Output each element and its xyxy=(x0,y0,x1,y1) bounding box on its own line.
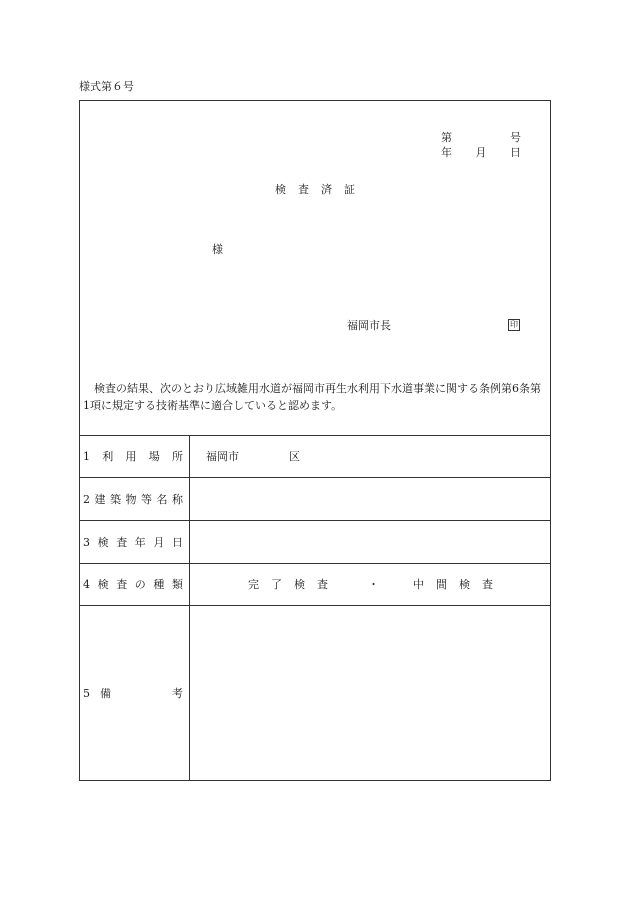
seal-char: 印 xyxy=(510,320,518,329)
inspection-type-completion xyxy=(248,579,328,590)
type-char: 了 xyxy=(271,578,282,591)
row-label-inspection-type xyxy=(83,579,183,590)
row-number: 5 xyxy=(83,687,90,700)
type-char: 検 xyxy=(459,578,470,591)
table-column-divider xyxy=(189,435,190,781)
number-prefix: 第 xyxy=(441,131,452,144)
label-char: 検 xyxy=(97,536,109,549)
label-char: 利 xyxy=(102,450,114,463)
location-city: 福岡市 xyxy=(206,450,239,463)
title-char: 検 xyxy=(275,183,286,196)
label-char: 種 xyxy=(153,578,165,591)
label-char: 考 xyxy=(172,687,183,700)
type-char: 査 xyxy=(482,578,493,591)
row-number: 2 xyxy=(83,493,90,506)
date-year: 年 xyxy=(441,146,452,159)
row-number: 1 xyxy=(83,450,90,463)
recipient-honorific: 様 xyxy=(212,243,223,256)
label-char: 物 xyxy=(125,493,137,506)
inspection-type-interim xyxy=(413,579,493,590)
label-char: 年 xyxy=(134,536,146,549)
type-char: 間 xyxy=(436,578,447,591)
row-label-remarks xyxy=(83,688,183,699)
row-number: 3 xyxy=(83,536,90,549)
label-char: 場 xyxy=(148,450,160,463)
title-char: 証 xyxy=(344,183,355,196)
table-rule xyxy=(79,520,551,521)
label-char: 名 xyxy=(156,493,168,506)
row-label-building-name xyxy=(83,494,183,505)
date-month: 月 xyxy=(475,146,487,159)
certification-statement: 検査の結果、次のとおり広域雑用水道が福岡市再生水利用下水道事業に関する条例第6条第1項に規定する技術基準に適合していると認めます。 xyxy=(83,382,541,412)
certificate-number xyxy=(441,132,521,143)
label-char: の xyxy=(134,578,146,591)
type-char: 査 xyxy=(317,578,328,591)
inspection-type-separator: ・ xyxy=(368,578,379,591)
title-char: 査 xyxy=(298,183,309,196)
table-rule xyxy=(79,435,551,436)
type-char: 完 xyxy=(248,578,259,591)
issue-date xyxy=(441,147,521,158)
label-char: 査 xyxy=(116,578,128,591)
label-char: 建 xyxy=(94,493,106,506)
label-char: 月 xyxy=(153,536,165,549)
label-char: 用 xyxy=(125,450,137,463)
type-char: 検 xyxy=(294,578,305,591)
label-char: 査 xyxy=(116,536,128,549)
document-title xyxy=(275,184,355,195)
table-rule xyxy=(79,563,551,564)
label-char: 等 xyxy=(141,493,152,506)
label-char: 日 xyxy=(171,536,183,549)
certificate-frame xyxy=(79,100,551,781)
table-rule xyxy=(79,605,551,606)
table-rule xyxy=(79,477,551,478)
number-suffix: 号 xyxy=(510,131,521,144)
row-number: 4 xyxy=(83,578,90,591)
type-char: 中 xyxy=(413,578,424,591)
seal-mark xyxy=(508,319,520,331)
row-label-inspection-date xyxy=(83,537,183,548)
title-char: 済 xyxy=(321,183,332,196)
form-number-label: 様式第６号 xyxy=(79,80,134,93)
label-char: 備 xyxy=(100,687,111,700)
label-char: 築 xyxy=(110,493,121,506)
label-char: 類 xyxy=(171,578,183,591)
date-day: 日 xyxy=(510,146,521,159)
row-label-location xyxy=(83,451,183,462)
issuer-name: 福岡市長 xyxy=(347,319,391,332)
label-char: 称 xyxy=(172,493,183,506)
location-ward: 区 xyxy=(289,450,300,463)
label-char: 所 xyxy=(172,450,183,463)
label-char: 検 xyxy=(97,578,109,591)
